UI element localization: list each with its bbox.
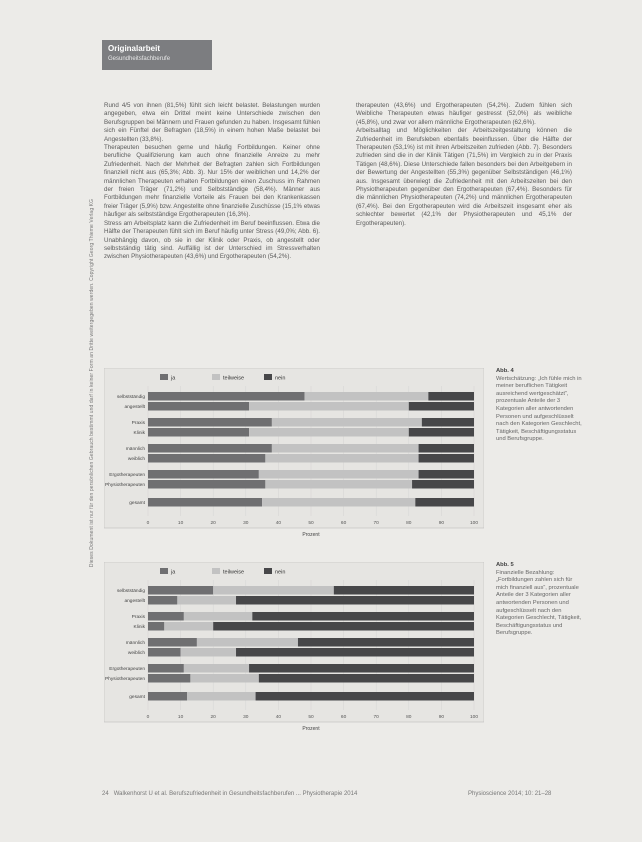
footer-citation-text: Walkenhorst U et al. Berufszufriedenheit in Gesundheitsfachberufen ... Physiotherapie 2014 — [113, 791, 358, 797]
x-tick-label: 40 — [275, 715, 282, 720]
right-column — [356, 102, 572, 228]
x-tick-label: 0 — [146, 715, 150, 720]
sidebar-copyright-text: Dieses Dokument ist nur für den persönlichen Gebrauch bestimmt und darf in keiner Form an Dritte weitergegeben werden. Copyright Georg Thieme Verlag KG — [89, 198, 95, 568]
legend-swatch-teilweise — [212, 374, 220, 380]
bar-nein — [422, 418, 474, 427]
category-label: Praxis — [131, 615, 145, 620]
x-tick-label: 80 — [406, 521, 412, 526]
bar-ja — [148, 612, 184, 621]
bar-ja — [148, 674, 190, 683]
x-tick-label: 100 — [469, 715, 479, 720]
bar-nein — [409, 428, 474, 437]
legend-swatch-ja — [160, 568, 168, 574]
figure-5-number: Abb. 5 — [496, 562, 514, 568]
category-label: männlich — [125, 447, 145, 452]
legend-swatch-ja — [160, 374, 168, 380]
category-label: Physiotherapeuten — [104, 483, 145, 488]
category-label: weiblich — [127, 651, 145, 656]
bar-teilweise — [187, 692, 255, 701]
x-tick-label: 10 — [177, 715, 184, 720]
figure-4-caption — [496, 368, 586, 444]
bar-teilweise — [249, 402, 409, 411]
x-tick-label: 50 — [308, 715, 314, 720]
bar-teilweise — [190, 674, 258, 683]
bar-nein — [409, 402, 474, 411]
bar-teilweise — [177, 596, 236, 605]
left-column — [104, 102, 320, 262]
legend-label-teilweise: teilweise — [223, 375, 245, 382]
bar-ja — [148, 454, 265, 463]
bar-teilweise — [304, 392, 428, 401]
x-tick-label: 20 — [210, 521, 216, 526]
section-header — [102, 40, 212, 70]
legend-label-ja: ja — [171, 375, 176, 382]
legend-label-nein: nein — [275, 569, 286, 576]
figure-5-caption-text: Finanzielle Bezahlung: „Fortbildungen zahlen sich für mich finanziell aus“, prozentuale Anteile der 3 Kategorien aller antwortenden Personen und aufgeschlüsselt nach den Kategorien Geschlecht, Tätigkeit, Beschäftigungsstatus und Berufsgruppe. — [496, 569, 582, 637]
category-label: männlich — [125, 641, 145, 646]
footer-journal: Physioscience 2014; 10: 21–28 — [468, 791, 552, 797]
bar-teilweise — [262, 498, 415, 507]
bar-nein — [249, 664, 474, 673]
x-tick-label: 10 — [177, 521, 184, 526]
category-label: gesamt — [129, 695, 145, 700]
bar-nein — [236, 648, 474, 657]
bar-nein — [334, 586, 474, 595]
bar-teilweise — [265, 454, 418, 463]
bar-ja — [148, 664, 184, 673]
x-axis-label: Prozent — [302, 726, 320, 732]
x-tick-label: 80 — [406, 715, 412, 720]
bar-ja — [148, 470, 259, 479]
category-label: angestellt — [124, 405, 145, 410]
category-label: angestellt — [124, 599, 145, 604]
bar-ja — [148, 498, 262, 507]
bar-teilweise — [184, 664, 249, 673]
x-tick-label: 30 — [243, 521, 249, 526]
section-subtitle: Gesundheitsfachberufe — [108, 56, 171, 62]
category-label: Ergotherapeuten — [109, 473, 145, 478]
x-tick-label: 60 — [340, 715, 347, 720]
bar-ja — [148, 692, 187, 701]
paragraph: Arbeitsalltag und Möglichkeiten der Arbeitszeitgestaltung können die Zufriedenheit im Berufsleben ebenfalls beeinflussen. Über die Hälfte der Therapeuten (53,1%) ist mit ihren Arbeitszeiten zufrieden (Abb. 7). Besonders zufrieden sind die in der Klinik Tätigen (71,5%) im Vergleich zu in der Praxis Tätigen (48,6%). Diese Unterschiede fallen besonders bei den Arbeitgebern in der Bewertung der Angestellten (55,3%) gegenüber Selbstständigen (46,1%) aus. Insgesamt überwiegt die Zufriedenheit mit den Arbeitszeiten bei den Physiotherapeuten gegenüber den Ergotherapeuten (67,4%). Besonders für die männlichen Physiotherapeuten (74,2%) und männlichen Ergotherapeuten (67,4%). Bei den Ergotherapeuten wird die Arbeitszeit insgesamt eher als schlechter bewertet (42,1% der Physiotherapeuten und 45,1% der Ergotherapeuten). — [356, 127, 572, 227]
x-tick-label: 70 — [373, 715, 379, 720]
figure-4 — [104, 368, 484, 540]
category-label: Ergotherapeuten — [109, 667, 145, 672]
bar-ja — [148, 444, 272, 453]
x-tick-label: 50 — [308, 521, 314, 526]
bar-nein — [428, 392, 474, 401]
category-label: selbstständig — [117, 395, 145, 400]
figure-5 — [104, 562, 484, 734]
bar-nein — [419, 470, 474, 479]
bar-ja — [148, 402, 249, 411]
footer-citation — [102, 791, 357, 797]
bar-ja — [148, 418, 272, 427]
bar-nein — [236, 596, 474, 605]
bar-nein — [213, 622, 474, 631]
figure-5-chart — [104, 562, 484, 734]
category-label: weiblich — [127, 457, 145, 462]
bar-ja — [148, 428, 249, 437]
figure-5-caption — [496, 562, 586, 638]
page-number: 24 — [102, 791, 109, 797]
bar-teilweise — [213, 586, 334, 595]
x-tick-label: 0 — [146, 521, 150, 526]
bar-teilweise — [184, 612, 252, 621]
x-tick-label: 20 — [210, 715, 216, 720]
bar-ja — [148, 586, 213, 595]
paragraph: Stress am Arbeitsplatz kann die Zufriedenheit im Beruf beeinflussen. Etwa die Hälfte der Therapeuten fühlt sich im Beruf häufig unter Stress (49,0%; Abb. 6). Unabhängig davon, ob sie in der Klinik oder Praxis, ob angestellt oder selbstständig tätig sind. Auffällig ist der Unterschied im Stressverhalten zwischen Physiotherapeuten (43,6%) und Ergotherapeuten (54,2%). — [104, 219, 320, 261]
figure-4-number: Abb. 4 — [496, 368, 514, 374]
category-label: Physiotherapeuten — [104, 677, 145, 682]
bar-nein — [252, 612, 474, 621]
legend-label-teilweise: teilweise — [223, 569, 245, 576]
x-tick-label: 40 — [275, 521, 282, 526]
bar-ja — [148, 596, 177, 605]
bar-teilweise — [181, 648, 236, 657]
bar-nein — [419, 454, 474, 463]
paragraph: Therapeuten besuchen gerne und häufig Fortbildungen. Keiner ohne berufliche Qualifizierung kam auch ohne finanzielle Anreize zu mehr Zufriedenheit. Nach der Mehrheit der Befragten zahlen sich Fortbildungen finanziell nicht aus (65,3%; Abb. 3). Nur 15% der weiblichen und 14,2% der männlichen Therapeuten erhalten Fortbildungen einen Zuschuss im Rahmen der freien Träger (71,2%) und Selbstständige (58,4%). Männer aus Fortbildungen mehr finanzielle Vorteile als Frauen bei den Krankenkassen freier Träger (5,9%) bzw. Angestellte ohne finanzielle Zuschüsse (15,1% etwas häufiger als selbstständige Ergotherapeuten (16,3%). — [104, 144, 320, 219]
x-axis-label: Prozent — [302, 532, 320, 538]
bar-nein — [419, 444, 474, 453]
paragraph: therapeuten (43,6%) und Ergotherapeuten (54,2%). Zudem fühlen sich Weibliche Therapeuten etwas häufiger gestresst (52,0%) als weibliche (45,8%), und zwar vor allem männliche Ergotherapeuten (62,6%). — [356, 102, 572, 126]
bar-ja — [148, 638, 197, 647]
bar-ja — [148, 480, 265, 489]
category-label: selbstständig — [117, 589, 145, 594]
bar-nein — [412, 480, 474, 489]
legend-label-nein: nein — [275, 375, 286, 382]
category-label: gesamt — [129, 501, 145, 506]
paragraph: Rund 4/5 von ihnen (81,5%) fühlt sich leicht belastet. Belastungen wurden angegeben, etwa ein Drittel meint keine Unterschiede zwischen den Berufsgruppen bei Männern und Frauen gefunden zu haben. Insgesamt fühlen sich ein Fünftel der Befragten (18,5%) in einem hohen Maße belastet bei Angestellten (33,8%). — [104, 102, 320, 143]
x-tick-label: 30 — [243, 715, 249, 720]
section-title: Originalarbeit — [108, 44, 161, 53]
legend-swatch-teilweise — [212, 568, 220, 574]
bar-teilweise — [197, 638, 298, 647]
bar-nein — [415, 498, 474, 507]
legend-label-ja: ja — [171, 569, 176, 576]
bar-teilweise — [272, 444, 419, 453]
category-label: Klinik — [133, 431, 145, 436]
legend-swatch-nein — [264, 374, 272, 380]
bar-ja — [148, 648, 181, 657]
bar-ja — [148, 392, 304, 401]
bar-teilweise — [272, 418, 422, 427]
bar-teilweise — [259, 470, 419, 479]
bar-teilweise — [249, 428, 409, 437]
category-label: Praxis — [131, 421, 145, 426]
bar-nein — [298, 638, 474, 647]
bar-nein — [259, 674, 474, 683]
x-tick-label: 60 — [340, 521, 347, 526]
bar-nein — [256, 692, 474, 701]
bar-teilweise — [164, 622, 213, 631]
figure-4-caption-text: Wertschätzung: „Ich fühle mich in meiner beruflichen Tätigkeit ausreichend wertgeschätzt“, prozentuale Anteile der 3 Kategorien aller antwortenden Personen und aufgeschlüsselt nach den Kategorien Geschlecht, Tätigkeit, Beschäftigungsstatus und Berufsgruppe. — [496, 375, 582, 443]
x-tick-label: 100 — [469, 521, 479, 526]
category-label: Klinik — [133, 625, 145, 630]
bar-ja — [148, 622, 164, 631]
x-tick-label: 90 — [438, 715, 445, 720]
bar-teilweise — [265, 480, 412, 489]
x-tick-label: 70 — [373, 521, 379, 526]
sidebar-copyright — [82, 60, 95, 700]
legend-swatch-nein — [264, 568, 272, 574]
x-tick-label: 90 — [438, 521, 445, 526]
figure-4-chart — [104, 368, 484, 540]
